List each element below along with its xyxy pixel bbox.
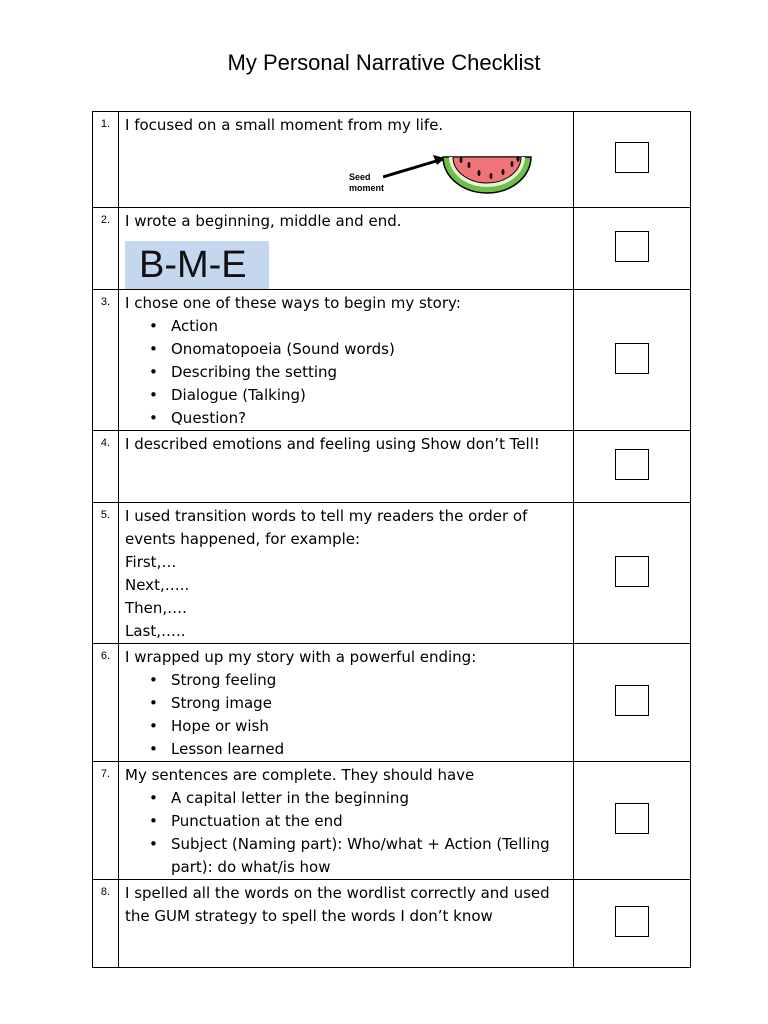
list-item: • A capital letter in the beginning bbox=[149, 787, 569, 810]
table-row bbox=[93, 112, 691, 208]
row-number: 6. bbox=[93, 644, 119, 762]
seed-moment-label: Seed moment bbox=[349, 172, 385, 193]
checkbox[interactable] bbox=[615, 449, 649, 480]
row-text: First,… bbox=[125, 553, 177, 571]
row-number: 2. bbox=[93, 208, 119, 290]
row-number: 5. bbox=[93, 503, 119, 644]
row-text: I focused on a small moment from my life. bbox=[125, 116, 444, 134]
checkbox[interactable] bbox=[615, 685, 649, 716]
table-row bbox=[93, 431, 691, 503]
checklist-table bbox=[92, 111, 691, 968]
watermelon-icon bbox=[383, 143, 533, 203]
list-item: • Onomatopoeia (Sound words) bbox=[149, 338, 569, 361]
list-item: • Hope or wish bbox=[149, 715, 569, 738]
checkbox[interactable] bbox=[615, 556, 649, 587]
checkbox[interactable] bbox=[615, 142, 649, 173]
bullet-list bbox=[125, 315, 569, 430]
row-text: I described emotions and feeling using Show don’t Tell! bbox=[125, 435, 540, 453]
table-row bbox=[93, 762, 691, 880]
checkbox[interactable] bbox=[615, 906, 649, 937]
row-text: I used transition words to tell my readers the order of events happened, for example: bbox=[125, 507, 528, 548]
row-number: 4. bbox=[93, 431, 119, 503]
table-row bbox=[93, 290, 691, 431]
list-item: • Describing the setting bbox=[149, 361, 569, 384]
table-row bbox=[93, 208, 691, 290]
row-text: Then,…. bbox=[125, 599, 187, 617]
list-item: • Punctuation at the end bbox=[149, 810, 569, 833]
page-title: My Personal Narrative Checklist bbox=[227, 50, 541, 75]
row-text: Next,….. bbox=[125, 576, 190, 594]
checkbox[interactable] bbox=[615, 803, 649, 834]
list-item: • Subject (Naming part): Who/what + Action (Telling part): do what/is how bbox=[149, 833, 569, 879]
row-text: I wrapped up my story with a powerful ending: bbox=[125, 648, 477, 666]
checkbox[interactable] bbox=[615, 343, 649, 374]
row-text: I chose one of these ways to begin my story: bbox=[125, 294, 461, 312]
bullet-list bbox=[125, 669, 569, 761]
row-text: My sentences are complete. They should have bbox=[125, 766, 475, 784]
bullet-list bbox=[125, 787, 569, 879]
list-item: • Dialogue (Talking) bbox=[149, 384, 569, 407]
row-number: 8. bbox=[93, 880, 119, 968]
row-number: 3. bbox=[93, 290, 119, 431]
list-item: • Question? bbox=[149, 407, 569, 430]
table-row bbox=[93, 644, 691, 762]
row-text: Last,….. bbox=[125, 622, 186, 640]
bme-image: B-M-E bbox=[125, 241, 269, 289]
row-number: 7. bbox=[93, 762, 119, 880]
row-text: I wrote a beginning, middle and end. bbox=[125, 212, 402, 230]
checkbox[interactable] bbox=[615, 231, 649, 262]
table-row bbox=[93, 880, 691, 968]
row-number: 1. bbox=[93, 112, 119, 208]
list-item: • Strong image bbox=[149, 692, 569, 715]
list-item: • Lesson learned bbox=[149, 738, 569, 761]
list-item: • Strong feeling bbox=[149, 669, 569, 692]
row-text: I spelled all the words on the wordlist correctly and used the GUM strategy to spell the words I don’t know bbox=[125, 884, 550, 925]
list-item: • Action bbox=[149, 315, 569, 338]
table-row bbox=[93, 503, 691, 644]
